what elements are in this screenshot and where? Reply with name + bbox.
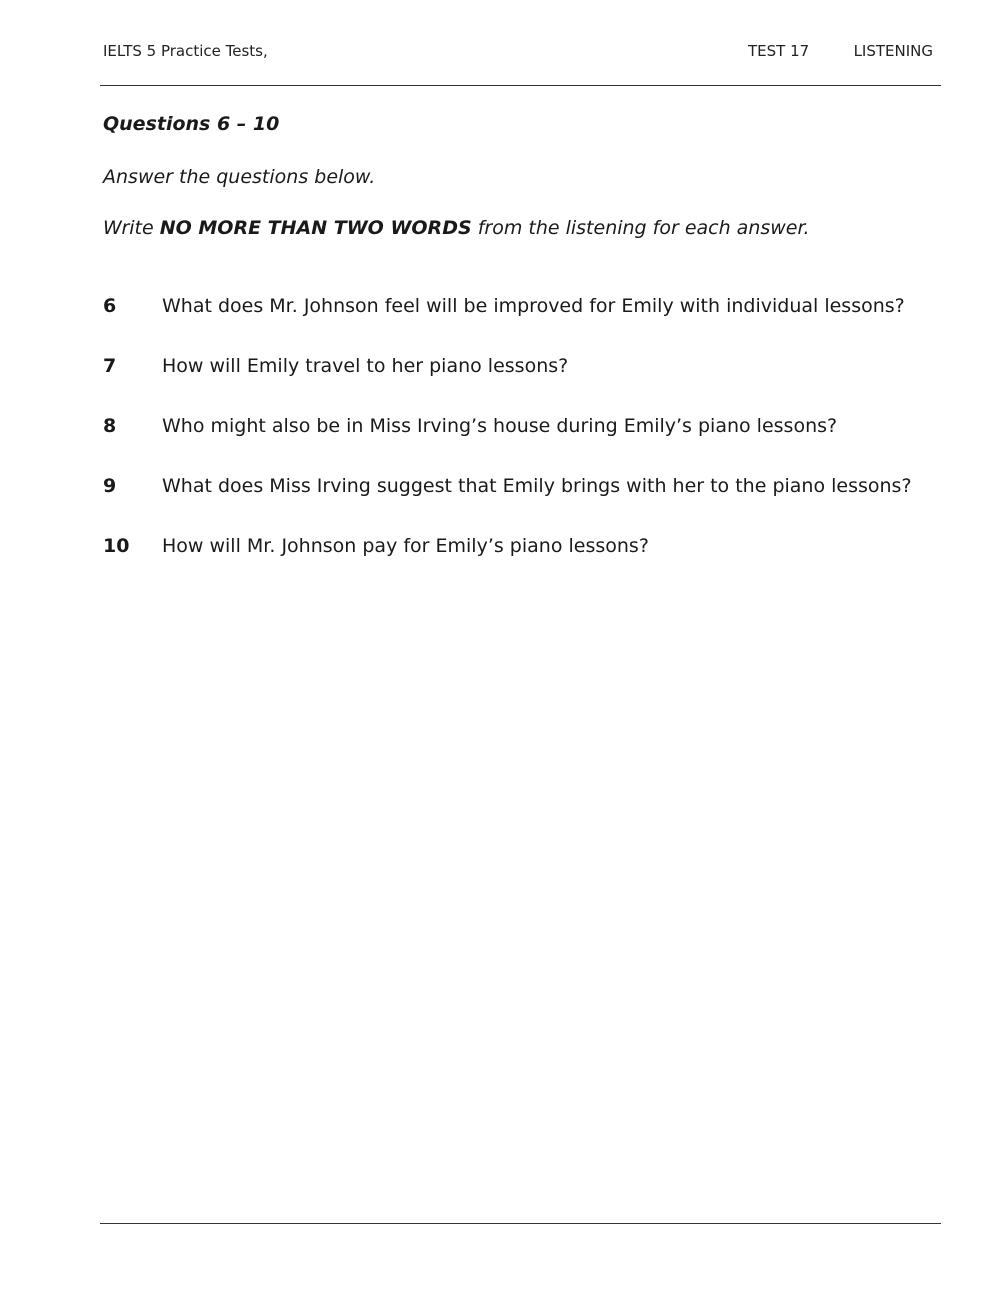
- instruction-post: from the listening for each answer.: [477, 217, 810, 239]
- question-text: Who might also be in Miss Irving’s house during Emily’s piano lessons?: [162, 415, 838, 437]
- question-item: [103, 535, 933, 595]
- question-list: [103, 295, 933, 595]
- question-item: [103, 295, 933, 355]
- question-item: [103, 475, 933, 535]
- instruction-word-limit: NO MORE THAN TWO WORDS: [159, 217, 472, 239]
- footer-divider: [100, 1223, 941, 1224]
- page-header: [103, 42, 933, 64]
- header-divider: [100, 85, 941, 86]
- question-number: 8: [103, 415, 117, 437]
- question-text: How will Emily travel to her piano lessons?: [162, 355, 569, 377]
- section-label: LISTENING: [853, 42, 933, 60]
- instruction-line-1: Answer the questions below.: [103, 166, 376, 188]
- test-number: TEST 17: [748, 42, 810, 60]
- question-text: What does Miss Irving suggest that Emily brings with her to the piano lessons?: [162, 475, 912, 497]
- question-item: [103, 355, 933, 415]
- question-number: 9: [103, 475, 117, 497]
- question-text: What does Mr. Johnson feel will be improved for Emily with individual lessons?: [162, 295, 905, 317]
- book-title: IELTS 5 Practice Tests,: [103, 42, 268, 60]
- question-number: 7: [103, 355, 117, 377]
- instruction-line-2: [103, 217, 810, 239]
- questions-heading: Questions 6 – 10: [103, 113, 280, 135]
- question-number: 10: [103, 535, 130, 557]
- question-text: How will Mr. Johnson pay for Emily’s piano lessons?: [162, 535, 649, 557]
- question-number: 6: [103, 295, 117, 317]
- question-item: [103, 415, 933, 475]
- instruction-pre: Write: [103, 217, 154, 239]
